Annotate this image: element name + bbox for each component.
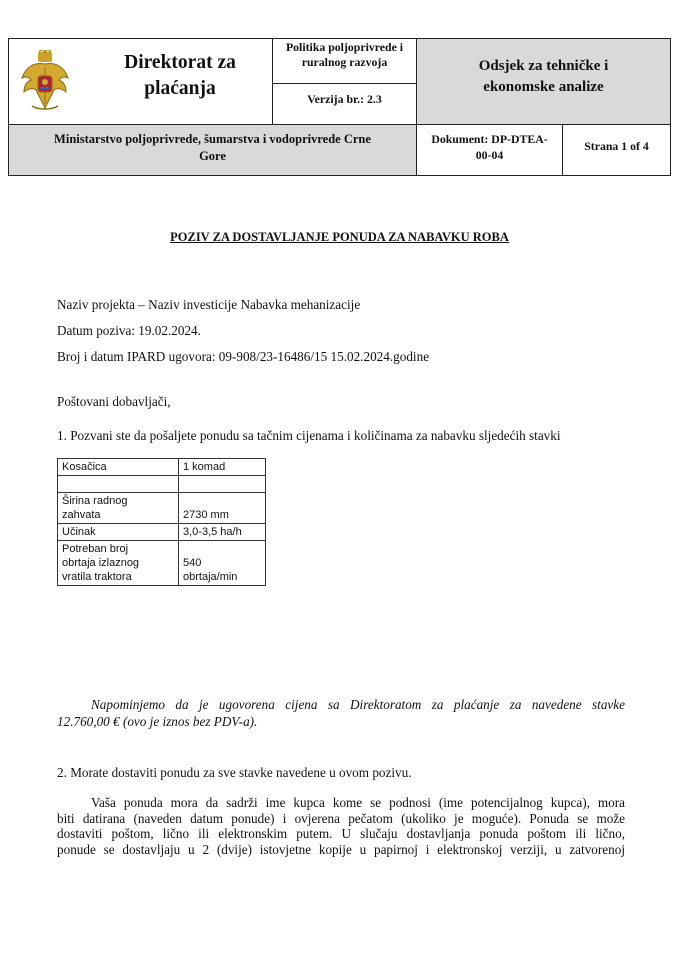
spec-label: Učinak: [58, 524, 179, 541]
table-row: [58, 524, 266, 541]
policy-line1: Politika poljoprivrede i: [285, 40, 404, 54]
paragraph-line: Vaša ponuda mora da sadrži ime kupca kome se podnosi (ime potencijalnog kupca), mora: [91, 795, 625, 810]
document-id: [416, 131, 563, 163]
version-text: Verzija br.: 2.3: [307, 92, 382, 106]
spec-table: [57, 458, 266, 586]
spec-label: Širina radnog zahvata: [58, 493, 179, 524]
policy-line2: ruralnog razvoja: [301, 55, 388, 69]
page-number: Strana 1 of 4: [584, 139, 649, 153]
greeting: Poštovani dobavljači,: [57, 394, 171, 409]
paragraph-line: biti datirana (naveden datum ponude) i ovjerena pečatom (ukoliko je moguće). Ponuda se može: [57, 810, 625, 826]
document-line1: Dokument: DP-DTEA-: [431, 132, 548, 146]
price-note-line1: Napominjemo da je ugovorena cijena sa Direktoratom za plaćanje za navedene stavke: [91, 697, 625, 712]
table-row: [58, 476, 266, 493]
spec-value: [179, 476, 266, 493]
price-note: [57, 696, 625, 730]
paragraph-line: ponude se dostavljaju u 2 (dvije) istovjetne kopije u papirnoj i elektronskoj verziji, u zatvorenoj: [57, 841, 625, 857]
spec-value: 3,0-3,5 ha/h: [179, 524, 266, 541]
item-1-text: 1. Pozvani ste da pošaljete ponudu sa tačnim cijenama i količinama za nabavku sljedećih stavki: [57, 428, 561, 443]
project-name: Naziv projekta – Naziv investicije Nabavka mehanizacije: [57, 297, 361, 312]
price-note-line2: 12.760,00 € (ovo je iznos bez PDV-a).: [57, 714, 258, 729]
invite-date: Datum poziva: 19.02.2024.: [57, 323, 201, 338]
spec-value: 2730 mm: [179, 493, 266, 524]
spec-label: [58, 476, 179, 493]
offer-paragraph: [57, 795, 625, 857]
spec-label: Potreban broj obrtaja izlaznog vratila traktora: [58, 541, 179, 586]
ministry-line2: Gore: [199, 149, 226, 163]
table-row: [58, 459, 266, 476]
ministry-line1: Ministarstvo poljoprivrede, šumarstva i vodoprivrede Crne: [54, 132, 371, 146]
coat-of-arms-emblem: [20, 50, 70, 114]
org-title-line2: plaćanja: [144, 78, 216, 99]
department-line2: ekonomske analize: [483, 79, 604, 95]
policy-text: [272, 40, 417, 70]
org-title: [95, 50, 265, 102]
spec-value: 540 obrtaja/min: [179, 541, 266, 586]
table-row: [58, 541, 266, 586]
table-row: [58, 493, 266, 524]
department-title: [416, 56, 671, 98]
spec-value: 1 komad: [179, 459, 266, 476]
spec-label: Kosačica: [58, 459, 179, 476]
ministry-text: [8, 131, 417, 165]
org-title-line1: Direktorat za: [124, 52, 236, 73]
document-title: POZIV ZA DOSTAVLJANJE PONUDA ZA NABAVKU ROBA: [170, 230, 509, 244]
department-line1: Odsjek za tehničke i: [478, 58, 609, 74]
item-2-text: 2. Morate dostaviti ponudu za sve stavke navedene u ovom pozivu.: [57, 765, 412, 780]
document-line2: 00-04: [475, 148, 504, 162]
paragraph-line: dostaviti poštom, lično ili elektronskim putem. U slučaju dostavljanja ponuda poštom ili lično,: [57, 826, 625, 842]
ipard-contract: Broj i datum IPARD ugovora: 09-908/23-16486/15 15.02.2024.godine: [57, 349, 430, 364]
